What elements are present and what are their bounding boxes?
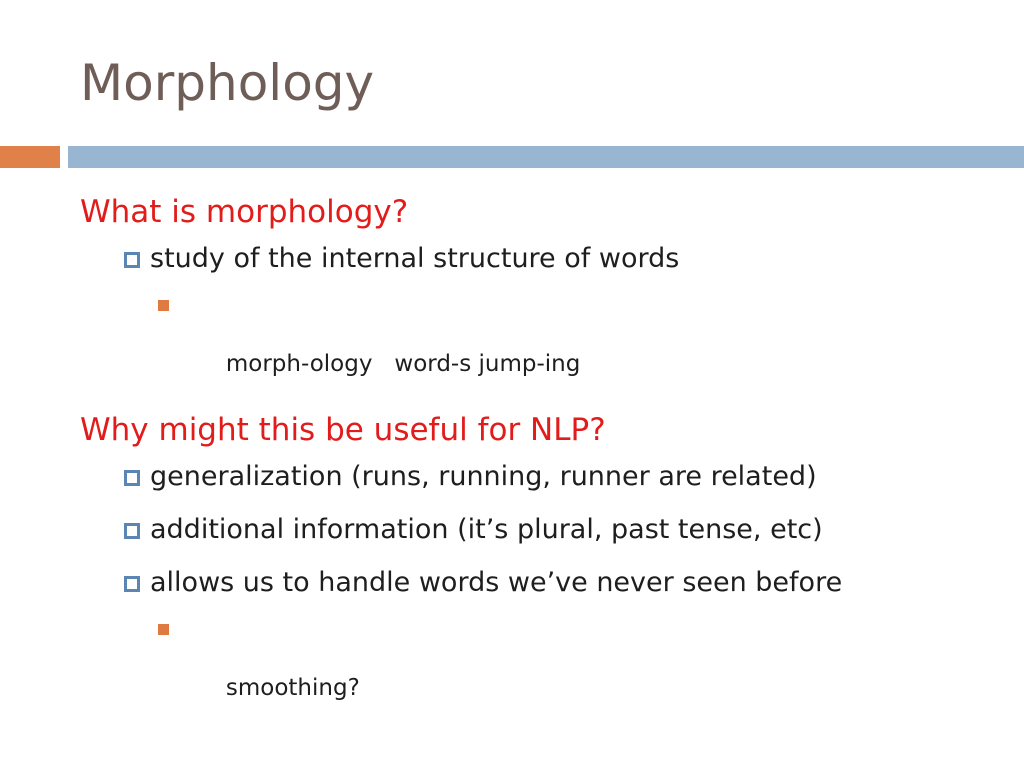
title-divider-bar bbox=[68, 146, 1024, 168]
bullet-text: additional information (it’s plural, past tense, etc) bbox=[150, 514, 823, 545]
bullet-text: study of the internal structure of words bbox=[150, 243, 680, 274]
sub-bullet-point bbox=[158, 613, 842, 733]
section-heading: What is morphology? bbox=[80, 194, 409, 230]
slide-title: Morphology bbox=[80, 54, 375, 112]
bullet-point bbox=[124, 513, 842, 547]
sub-bullet-text: morph-ology word-s jump-ing bbox=[225, 351, 581, 377]
title-accent-bar bbox=[0, 146, 60, 168]
sub-bullet-text: smoothing? bbox=[225, 675, 360, 701]
bullet-point bbox=[124, 460, 842, 494]
section-why-useful-for-nlp bbox=[80, 411, 842, 733]
hollow-square-bullet-icon bbox=[124, 470, 140, 486]
filled-square-bullet-icon bbox=[158, 624, 169, 635]
section-heading: Why might this be useful for NLP? bbox=[80, 412, 606, 448]
sub-bullet-point bbox=[158, 289, 679, 409]
hollow-square-bullet-icon bbox=[124, 576, 140, 592]
bullet-point bbox=[124, 242, 679, 276]
section-what-is-morphology bbox=[80, 193, 679, 409]
hollow-square-bullet-icon bbox=[124, 252, 140, 268]
hollow-square-bullet-icon bbox=[124, 523, 140, 539]
bullet-text: allows us to handle words we’ve never seen before bbox=[150, 567, 843, 598]
filled-square-bullet-icon bbox=[158, 300, 169, 311]
bullet-text: generalization (runs, running, runner are related) bbox=[150, 461, 817, 492]
bullet-point bbox=[124, 566, 842, 600]
